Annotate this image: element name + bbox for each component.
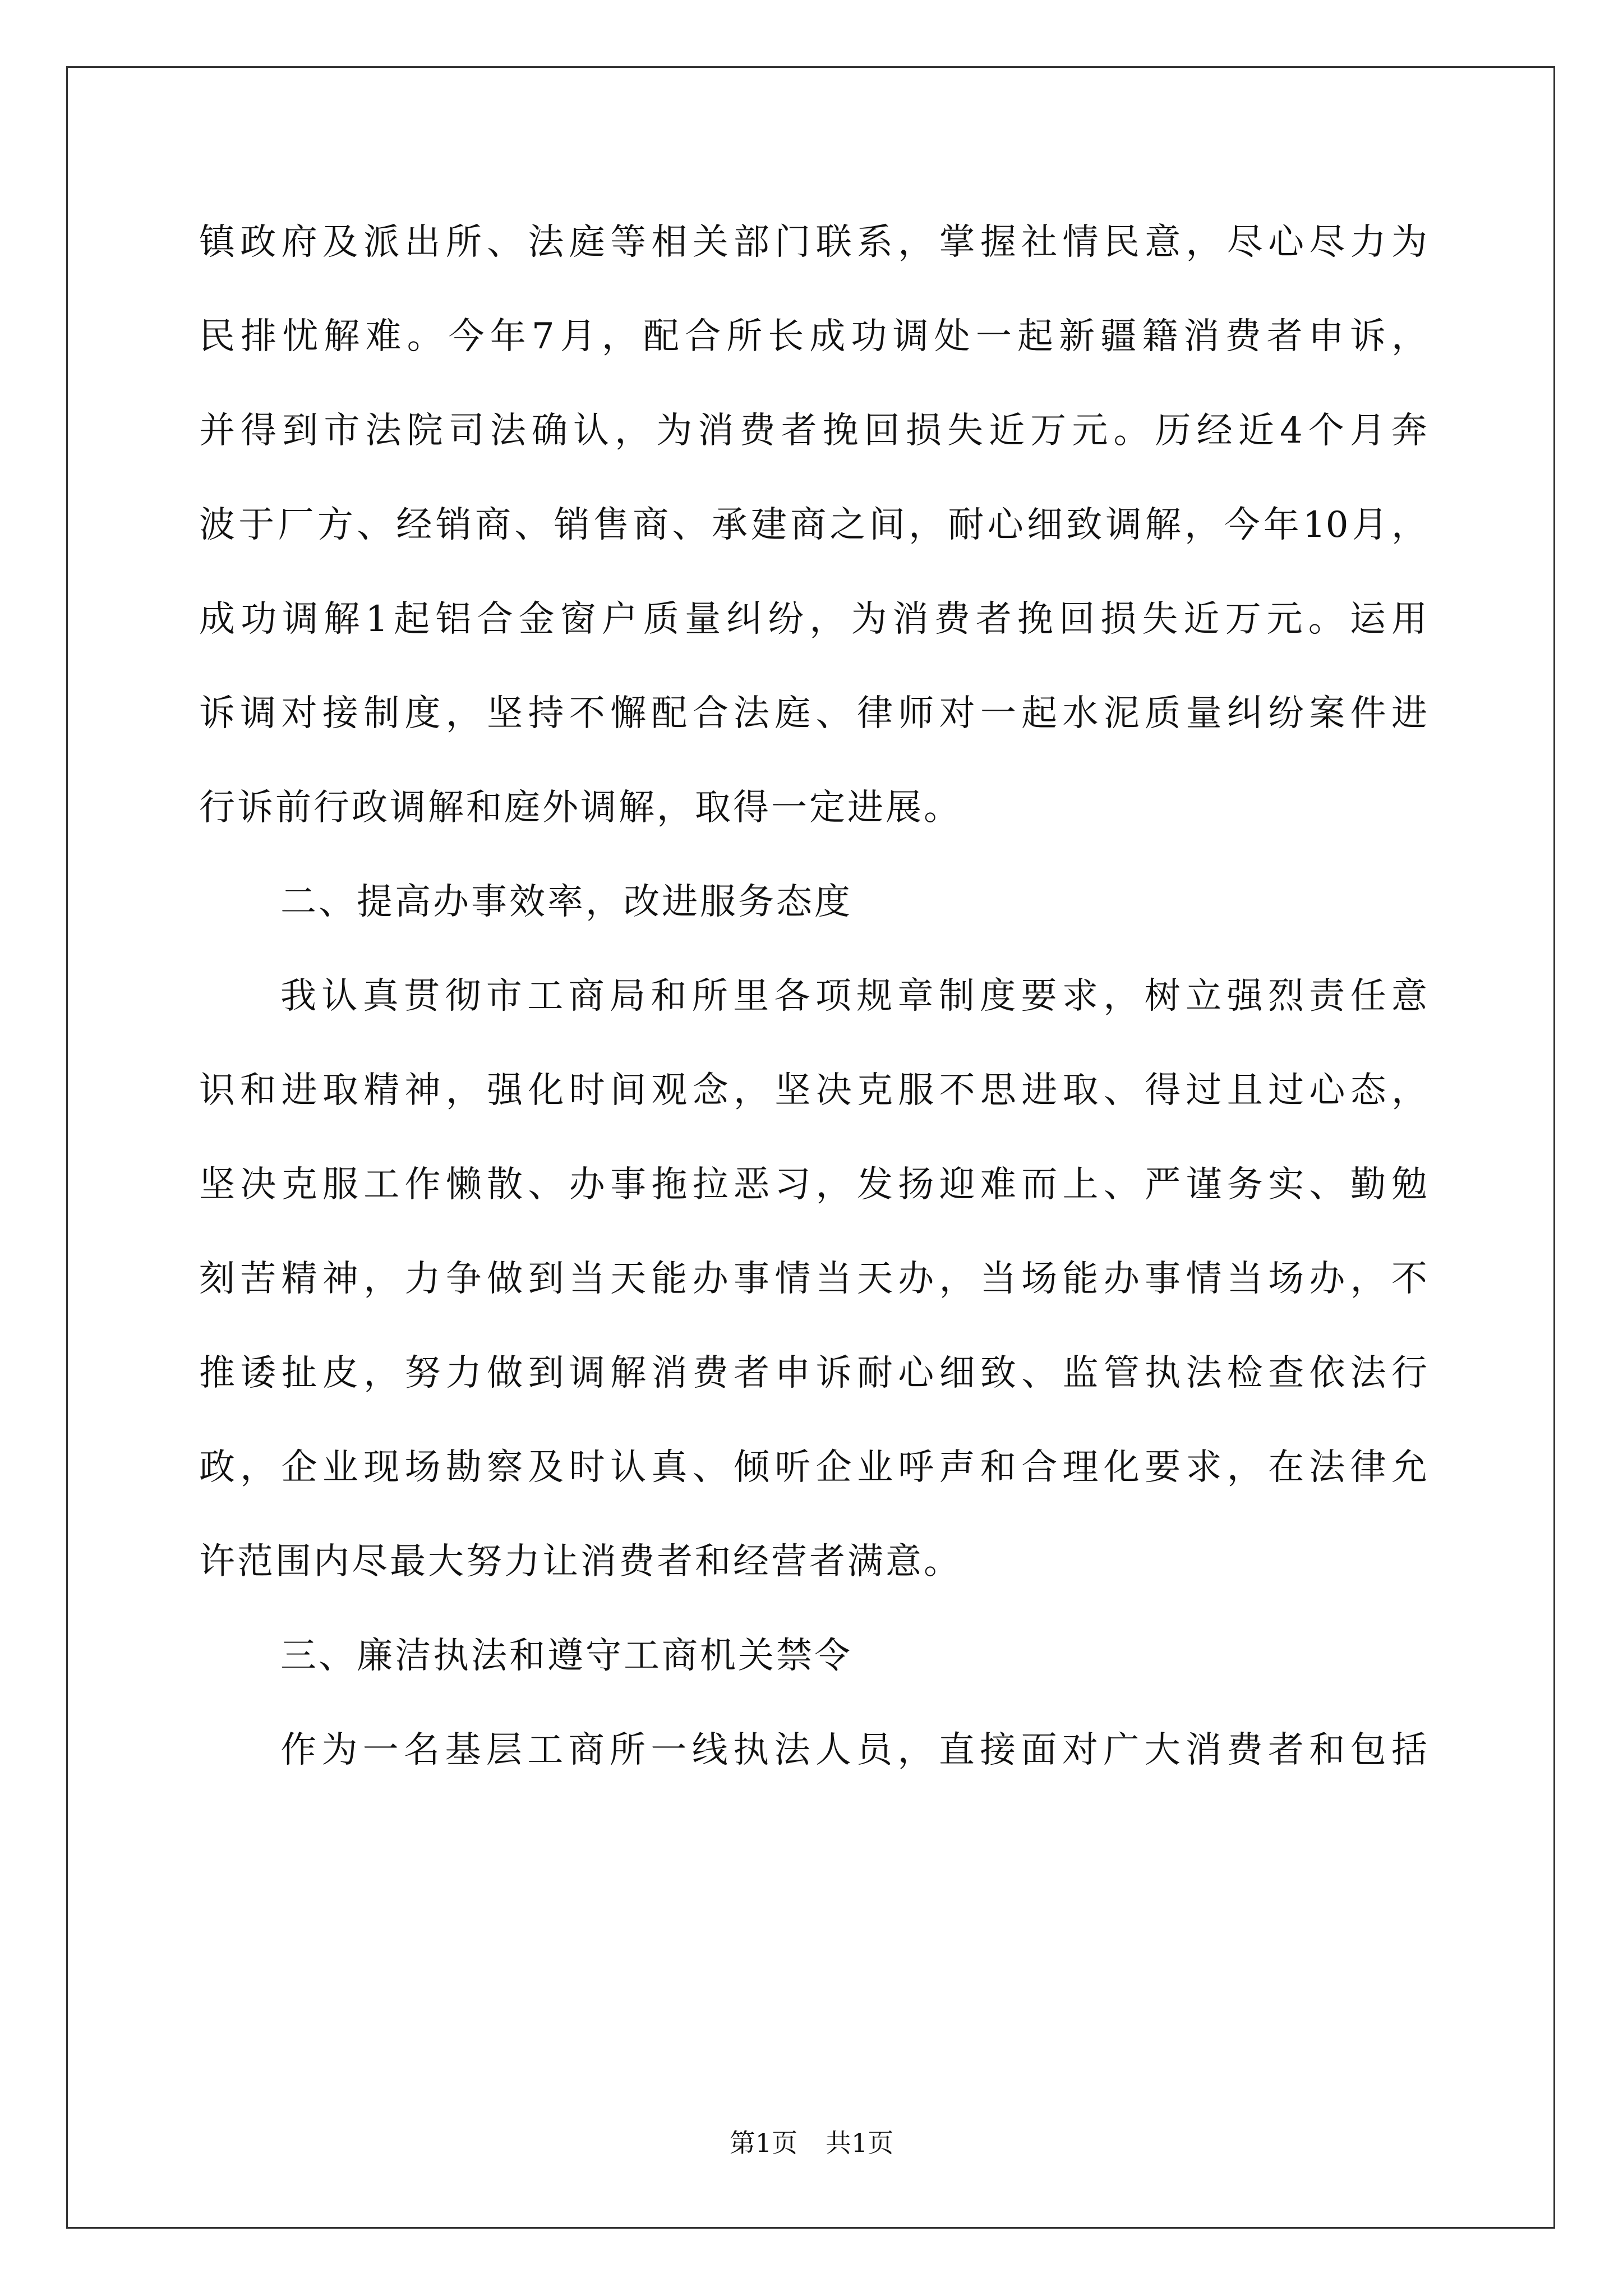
text-line: 许范围内尽最大努力让消费者和经营者满意。 bbox=[199, 1541, 962, 1582]
section-heading: 二、提高办事效率，改进服务态度 bbox=[280, 881, 852, 923]
text-line: 坚决克服工作懒散、办事拖拉恶习，发扬迎难而上、严谨务实、勤勉 bbox=[199, 1164, 1427, 1205]
page-footer bbox=[0, 2126, 1623, 2160]
text-line: 行诉前行政调解和庭外调解，取得一定进展。 bbox=[199, 787, 962, 829]
text-line: 政，企业现场勘察及时认真、倾听企业呼声和合理化要求，在法律允 bbox=[199, 1447, 1427, 1488]
text-line: 民排忧解难。今年7月，配合所长成功调处一起新疆籍消费者申诉， bbox=[199, 316, 1427, 357]
text-line: 镇政府及派出所、法庭等相关部门联系，掌握社情民意，尽心尽力为 bbox=[199, 222, 1427, 263]
text-line: 作为一名基层工商所一线执法人员，直接面对广大消费者和包括 bbox=[280, 1729, 1427, 1771]
text-line: 成功调解1起铝合金窗户质量纠纷，为消费者挽回损失近万元。运用 bbox=[199, 599, 1427, 640]
text-line: 刻苦精神，力争做到当天能办事情当天办，当场能办事情当场办，不 bbox=[199, 1258, 1427, 1300]
text-line: 推诿扯皮，努力做到调解消费者申诉耐心细致、监管执法检查依法行 bbox=[199, 1352, 1427, 1394]
page-number: 第1页 bbox=[729, 2128, 797, 2158]
page-border bbox=[66, 66, 1555, 2229]
text-line: 识和进取精神，强化时间观念，坚决克服不思进取、得过且过心态， bbox=[199, 1070, 1427, 1111]
text-line: 诉调对接制度，坚持不懈配合法庭、律师对一起水泥质量纠纷案件进 bbox=[199, 693, 1427, 734]
text-line: 波于厂方、经销商、销售商、承建商之间，耐心细致调解，今年10月， bbox=[199, 504, 1427, 546]
section-heading: 三、廉洁执法和遵守工商机关禁令 bbox=[280, 1635, 852, 1677]
text-line: 并得到市法院司法确认，为消费者挽回损失近万元。历经近4个月奔 bbox=[199, 410, 1427, 452]
text-line: 我认真贯彻市工商局和所里各项规章制度要求，树立强烈责任意 bbox=[280, 976, 1427, 1017]
page-total: 共1页 bbox=[826, 2128, 894, 2158]
